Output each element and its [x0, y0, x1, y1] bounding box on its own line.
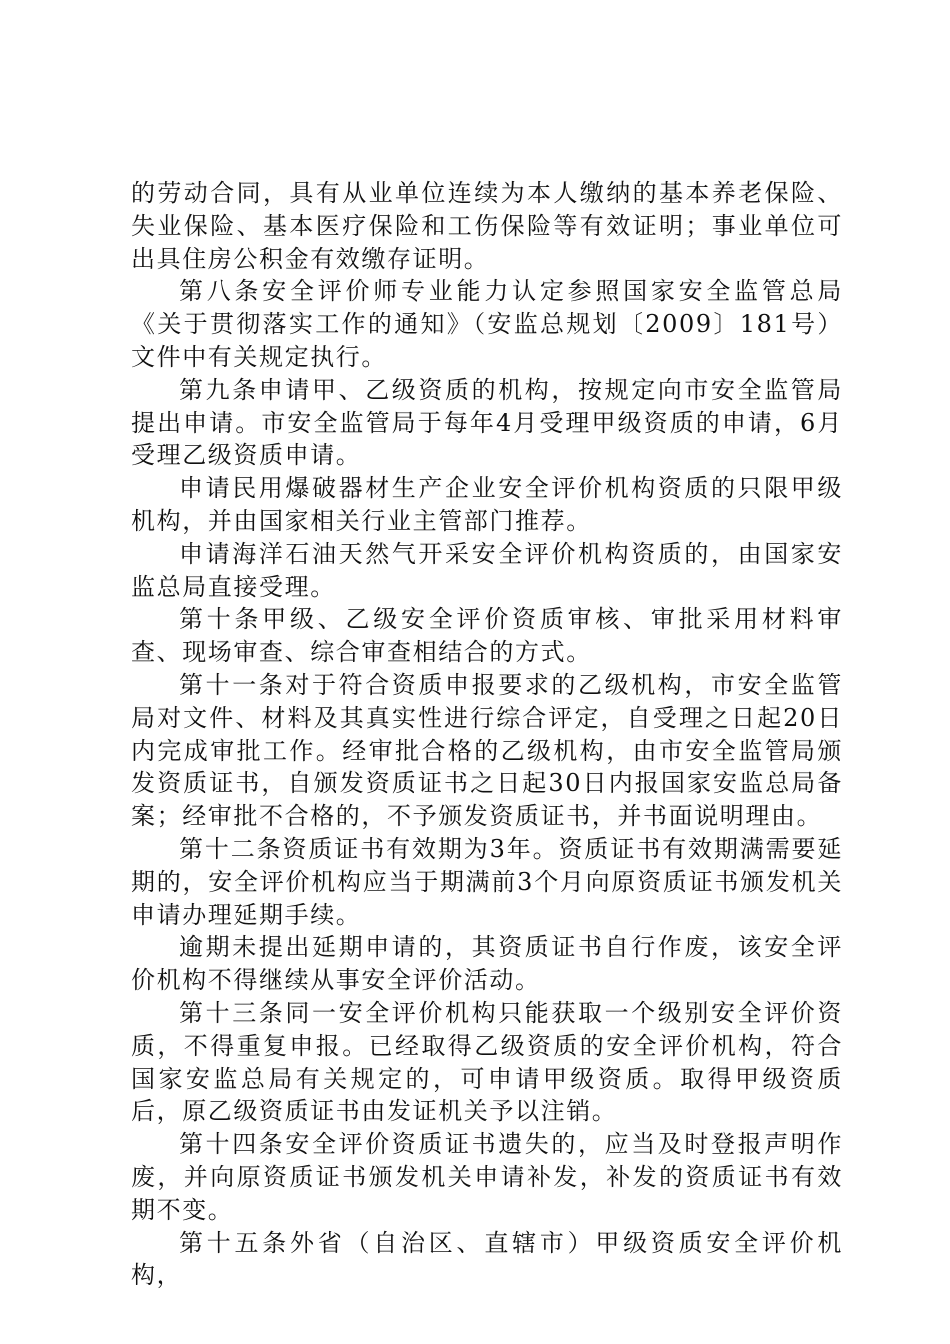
paragraph-article-14: 第十四条安全评价资质证书遗失的，应当及时登报声明作废，并向原资质证书颁发机关申请补发，补发的资质证书有效期不变。 — [131, 1130, 843, 1224]
paragraph-article-13: 第十三条同一安全评价机构只能获取一个级别安全评价资质，不得重复申报。已经取得乙级资质的安全评价机构，符合国家安监总局有关规定的，可申请甲级资质。取得甲级资质后，原乙级资质证书由发证机关予以注销。 — [131, 998, 843, 1126]
paragraph-article-9: 第九条申请甲、乙级资质的机构，按规定向市安全监管局提出申请。市安全监管局于每年4月受理甲级资质的申请，6月受理乙级资质申请。 — [131, 375, 843, 470]
paragraph-article-12: 第十二条资质证书有效期为3年。资质证书有效期满需要延期的，安全评价机构应当于期满前3个月向原资质证书颁发机关申请办理延期手续。 — [131, 834, 843, 929]
paragraph-article-11: 第十一条对于符合资质申报要求的乙级机构，市安全监管局对文件、材料及其真实性进行综合评定，自受理之日起20日内完成审批工作。经审批合格的乙级机构，由市安全监管局颁发资质证书，自颁发资质证书之日起30日内报国家安监总局备案；经审批不合格的，不予颁发资质证书，并书面说明理由。 — [131, 670, 843, 831]
paragraph-overdue: 逾期未提出延期申请的，其资质证书自行作废，该安全评价机构不得继续从事安全评价活动。 — [131, 933, 843, 995]
paragraph-article-10: 第十条甲级、乙级安全评价资质审核、审批采用材料审查、现场审查、综合审查相结合的方式。 — [131, 605, 843, 667]
paragraph-article-15: 第十五条外省（自治区、直辖市）甲级资质安全评价机构， — [131, 1228, 843, 1290]
paragraph-offshore-oil: 申请海洋石油天然气开采安全评价机构资质的，由国家安监总局直接受理。 — [131, 539, 843, 601]
paragraph-explosives: 申请民用爆破器材生产企业安全评价机构资质的只限甲级机构，并由国家相关行业主管部门推荐。 — [131, 474, 843, 535]
document-body — [131, 177, 843, 1292]
paragraph-article-8: 第八条安全评价师专业能力认定参照国家安全监管总局《关于贯彻落实工作的通知》（安监总规划〔2009〕181号）文件中有关规定执行。 — [131, 277, 843, 371]
paragraph-continuation: 的劳动合同，具有从业单位连续为本人缴纳的基本养老保险、失业保险、基本医疗保险和工伤保险等有效证明；事业单位可出具住房公积金有效缴存证明。 — [131, 179, 843, 273]
